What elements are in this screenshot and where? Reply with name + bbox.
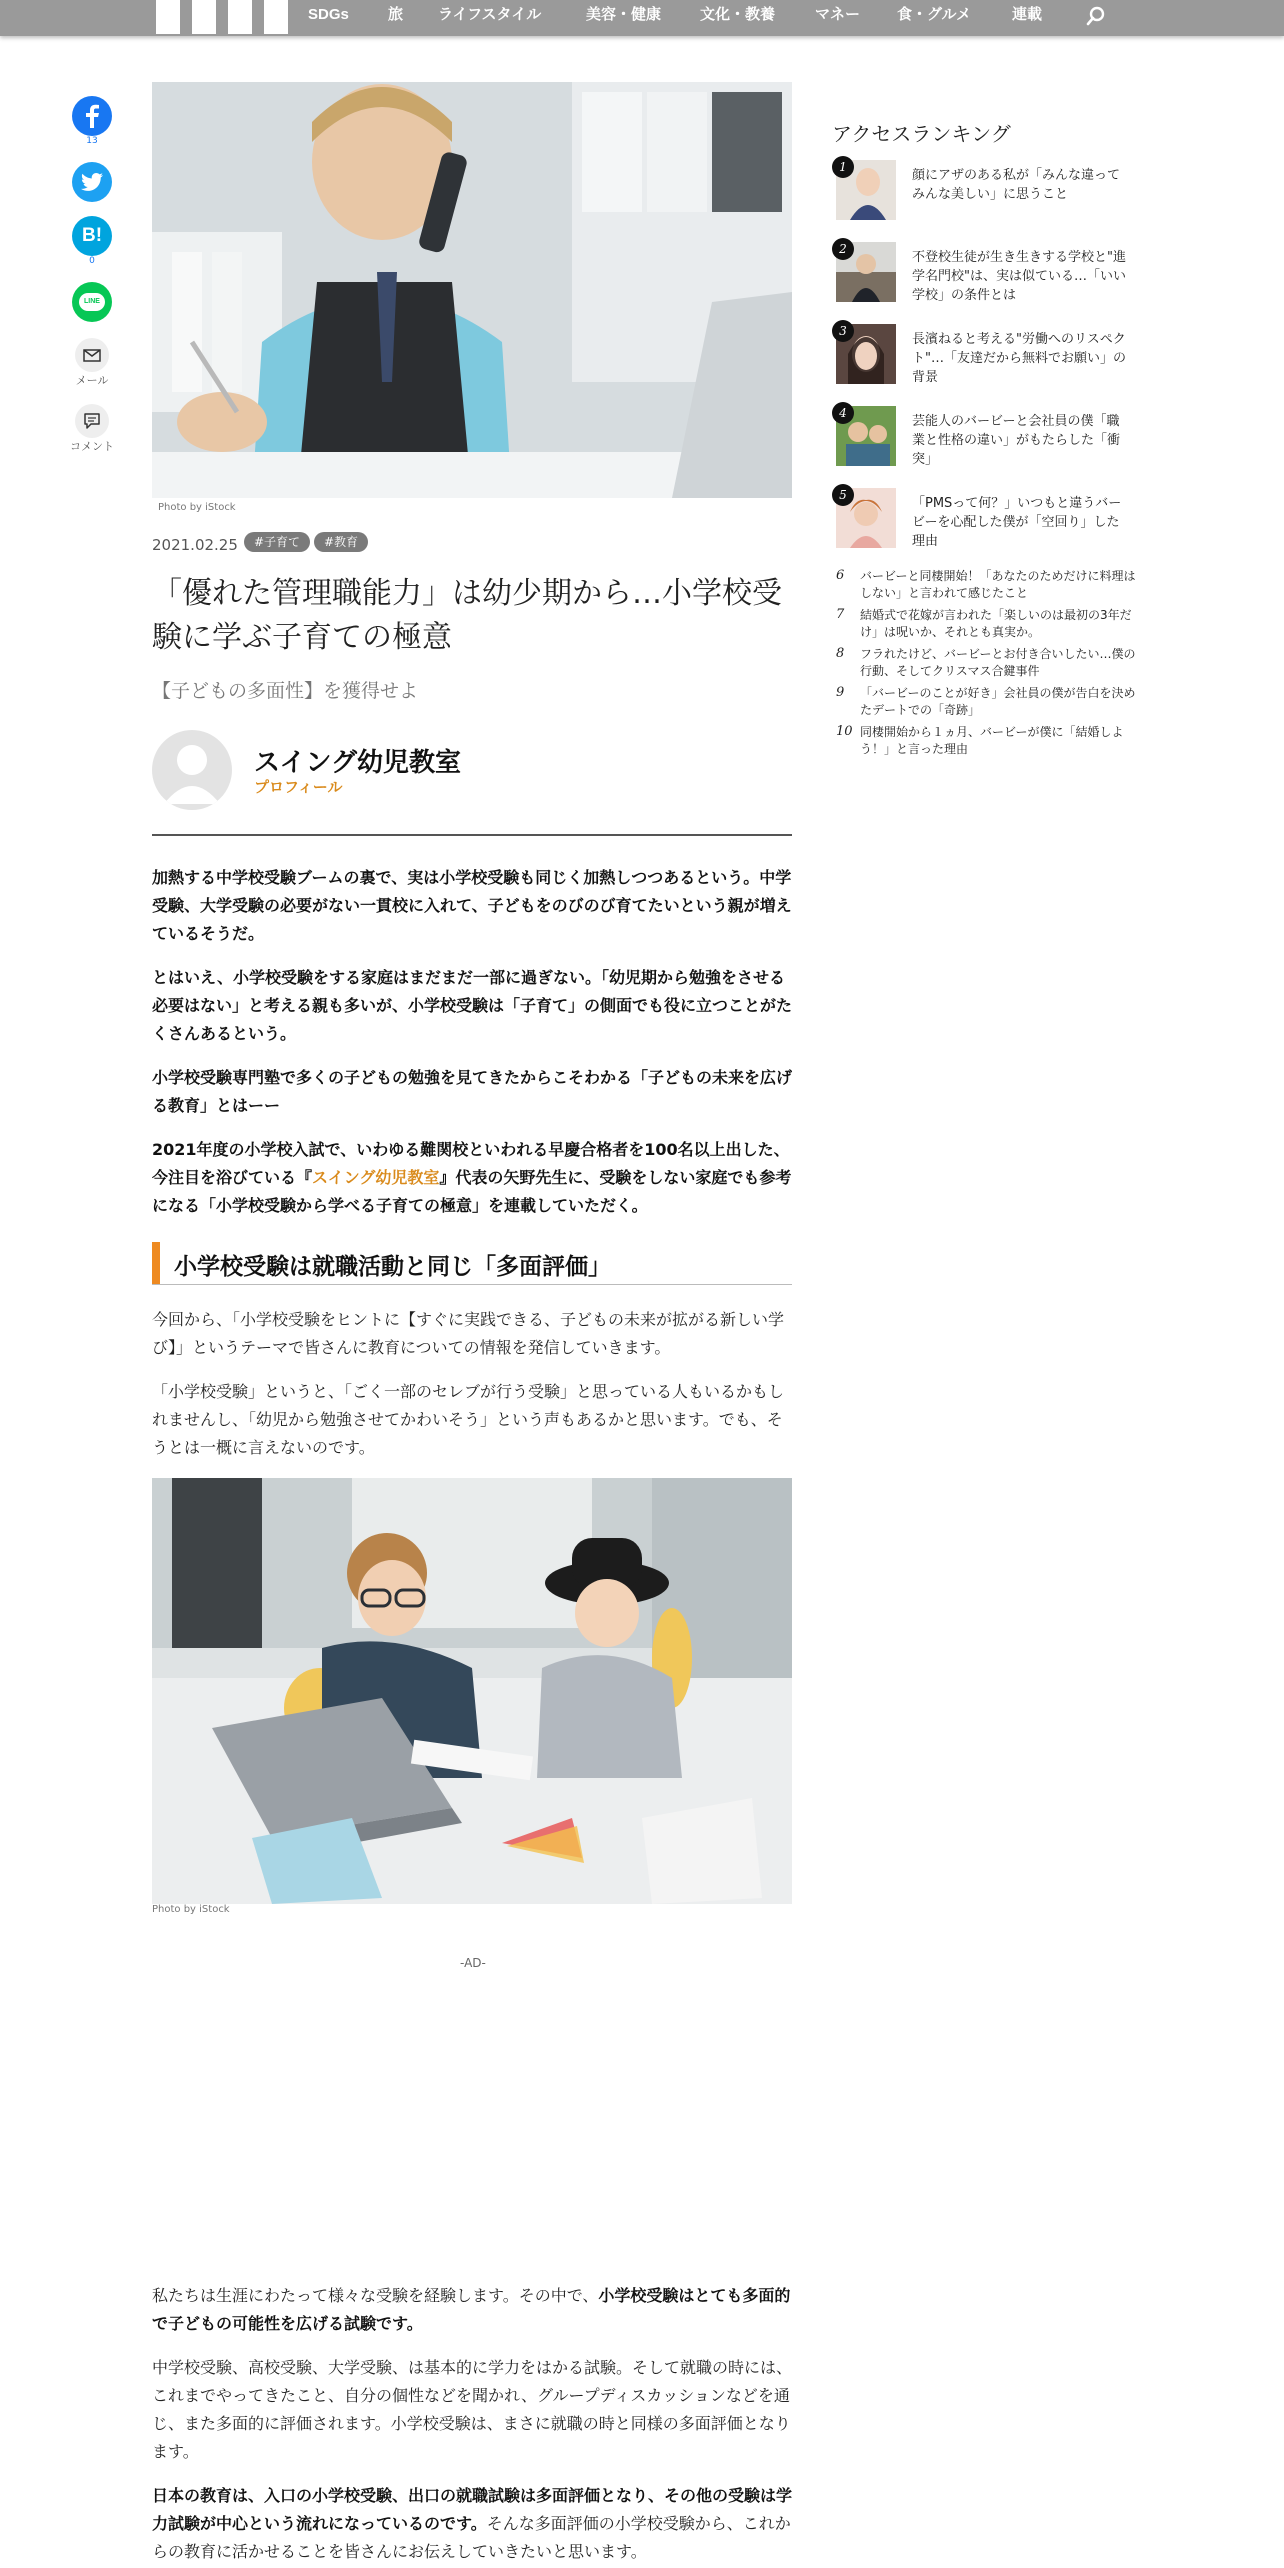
line-icon-label: LINE: [79, 293, 105, 311]
ranking-headline[interactable]: 同棲開始から１ヵ月、バービーが僕に「結婚しよう！」と言った理由: [860, 725, 1124, 756]
twitter-icon[interactable]: [72, 162, 112, 202]
tag-childcare[interactable]: #子育て: [244, 532, 310, 552]
share-comment[interactable]: [70, 404, 114, 454]
rank-badge: 3: [832, 320, 854, 342]
lead-paragraph-4-before: 2021年度の小学校入試で、いわゆる難関校といわれる早慶合格者を100名以上出した、今注目を浴びている『: [152, 1140, 790, 1187]
body-paragraph-4: 中学校受験、高校受験、大学受験、は基本的に学力をはかる試験。そして就職の時には、これまでやってきたこと、自分の個性などを聞かれ、グループディスカッションなどを通じ、また多面的に評価されます。小学校受験は、まさに就職の時と同様の多面評価となります。: [152, 2358, 793, 2461]
lead-paragraph-2: とはいえ、小学校受験をする家庭はまだまだ一部に過ぎない。「幼児期から勉強をさせる必要はない」と考える親も多いが、小学校受験は「子育て」の側面でも役に立つことがたくさんあるという。: [152, 968, 793, 1043]
nav-item-sdgs[interactable]: SDGs: [308, 6, 349, 23]
photo-credit-2: Photo by iStock: [152, 1904, 230, 1915]
ranking-headline[interactable]: 結婚式で花嫁が言われた「楽しいのは最初の3年だけ」は呪いか、それとも真実か。: [860, 608, 1132, 639]
ranking-headline[interactable]: 長濱ねると考える"労働へのリスペクト"…「友達だから無料でお願い」の背景: [912, 332, 1126, 385]
comment-label: コメント: [70, 440, 114, 453]
nav-item-travel[interactable]: 旅: [388, 6, 404, 23]
rank-number: 8: [836, 646, 845, 661]
photo-credit: Photo by iStock: [158, 502, 236, 513]
lead-paragraph-1: 加熱する中学校受験ブームの裏で、実は小学校受験も同じく加熱しつつあるという。中学受験、大学受験の必要がない一貫校に入れて、子どもをのびのび育てたいという親が増えているそうだ。: [152, 868, 792, 943]
site-logo-part[interactable]: [228, 0, 252, 34]
article-subtitle: 【子どもの多面性】を獲得せよ: [152, 680, 419, 702]
share-facebook[interactable]: [70, 96, 114, 147]
ranking-headline[interactable]: バービーと同棲開始！「あなたのためだけに料理はしない」と言われて感じたこと: [860, 569, 1136, 600]
swing-kids-school-link[interactable]: スイング幼児教室: [312, 1168, 440, 1187]
divider: [152, 834, 792, 836]
share-mail[interactable]: [70, 338, 114, 388]
body-paragraph-5: [152, 2482, 792, 2566]
body-paragraph-3: [152, 2282, 792, 2338]
author-profile-link[interactable]: プロフィール: [254, 778, 343, 796]
ranking-title: アクセスランキング: [832, 122, 1011, 146]
publish-date: 2021.02.25: [152, 536, 238, 554]
heading-accent-bar: [152, 1242, 160, 1284]
share-twitter[interactable]: [70, 162, 114, 202]
rank-badge: 2: [832, 238, 854, 260]
author-avatar[interactable]: [152, 730, 232, 810]
body-paragraph-2: 「小学校受験」というと、「ごく一部のセレブが行う受験」と思っている人もいるかもしれませんし、「幼児から勉強させてかわいそう」という声もあるかと思います。でも、そうとは一概に言えないのです。: [152, 1382, 785, 1457]
share-hatena[interactable]: [70, 216, 114, 267]
tag-education[interactable]: #教育: [314, 532, 368, 552]
hatena-bookmark-icon[interactable]: B!: [72, 216, 112, 256]
site-logo[interactable]: [156, 0, 180, 34]
site-logo-part[interactable]: [264, 0, 288, 34]
comment-icon[interactable]: [75, 404, 109, 438]
photo-children-at-laptop: [152, 1478, 792, 1904]
section-heading: [152, 1242, 792, 1285]
rank-number: 7: [836, 607, 845, 622]
lead-paragraph-4-after: 』代表の矢野先生に、受験をしない家庭でも参考になる「小学校受験から学べる子育ての極意」を連載していただく。: [152, 1168, 792, 1215]
nav-item-lifestyle[interactable]: ライフスタイル: [438, 6, 542, 23]
rank-badge: 4: [832, 402, 854, 424]
top-navigation: [0, 0, 1284, 36]
nav-item-culture[interactable]: 文化・教養: [700, 6, 776, 23]
hatena-share-count: 0: [89, 256, 95, 266]
share-line[interactable]: [70, 282, 114, 322]
author-name[interactable]: スイング幼児教室: [254, 748, 461, 778]
ranking-headline[interactable]: 不登校生徒が生き生きする学校と"進学名門校"は、実は似ている…「いい学校」の条件とは: [912, 250, 1126, 303]
ranking-headline[interactable]: 「バービーのことが好き」会社員の僕が告白を決めたデートでの「奇跡」: [860, 686, 1136, 717]
nav-item-series[interactable]: 連載: [1012, 6, 1043, 23]
body-paragraph-5-bold: 日本の教育は、入口の小学校受験、出口の就職試験は多面評価となり、その他の受験は学力試験が中心という流れになっているのです。: [152, 2486, 793, 2533]
ranking-headline[interactable]: フラれたけど、バービーとお付き合いしたい…僕の行動、そしてクリスマス合鍵事件: [860, 647, 1136, 678]
nav-item-money[interactable]: マネー: [815, 6, 861, 23]
site-logo-part[interactable]: [192, 0, 216, 34]
search-icon[interactable]: [1085, 5, 1107, 27]
facebook-icon[interactable]: [72, 96, 112, 136]
facebook-share-count: 13: [86, 136, 98, 146]
rank-badge: 1: [832, 156, 854, 178]
ad-label: -AD-: [460, 1956, 486, 1970]
ranking-headline[interactable]: 顔にアザのある私が「みんな違ってみんな美しい」に思うこと: [912, 168, 1121, 202]
mail-icon[interactable]: [75, 338, 109, 372]
body-paragraph-3-normal: 私たちは生涯にわたって様々な受験を経験します。その中で、: [152, 2286, 599, 2305]
nav-item-beauty-health[interactable]: 美容・健康: [586, 6, 662, 23]
rank-number: 9: [836, 685, 845, 700]
ranking-headline[interactable]: 芸能人のバービーと会社員の僕「職業と性格の違い」がもたらした「衝突」: [912, 414, 1121, 467]
line-icon[interactable]: [72, 282, 112, 322]
mail-label: メール: [75, 374, 109, 387]
section-heading-text: 小学校受験は就職活動と同じ「多面評価」: [174, 1254, 611, 1280]
ranking-headline[interactable]: 「PMSって何？」いつもと違うバービーを心配した僕が「空回り」した理由: [912, 496, 1122, 549]
hero-photo-boy-on-phone: [152, 82, 792, 498]
lead-paragraph-3: 小学校受験専門塾で多くの子どもの勉強を見てきたからこそわかる「子どもの未来を広げる教育」とはーー: [152, 1068, 793, 1115]
rank-number: 6: [836, 568, 845, 583]
body-paragraph-5-normal: そんな多面評価の小学校受験から、これからの教育に活かせることを皆さんにお伝えしていきたいと思います。: [152, 2514, 791, 2561]
rank-number: 10: [836, 724, 853, 739]
article-title: 「優れた管理職能力」は幼少期から…小学校受験に学ぶ子育ての極意: [152, 576, 782, 655]
lead-paragraph-4: [152, 1136, 792, 1220]
body-paragraph-1: 今回から、「小学校受験をヒントに【すぐに実践できる、子どもの未来が拡がる新しい学び】」というテーマで皆さんに教育についての情報を発信していきます。: [152, 1310, 785, 1357]
rank-badge: 5: [832, 484, 854, 506]
body-paragraph-3-bold: 小学校受験はとても多面的で子どもの可能性を広げる試験です。: [152, 2286, 791, 2333]
nav-item-food[interactable]: 食・グルメ: [897, 6, 972, 23]
